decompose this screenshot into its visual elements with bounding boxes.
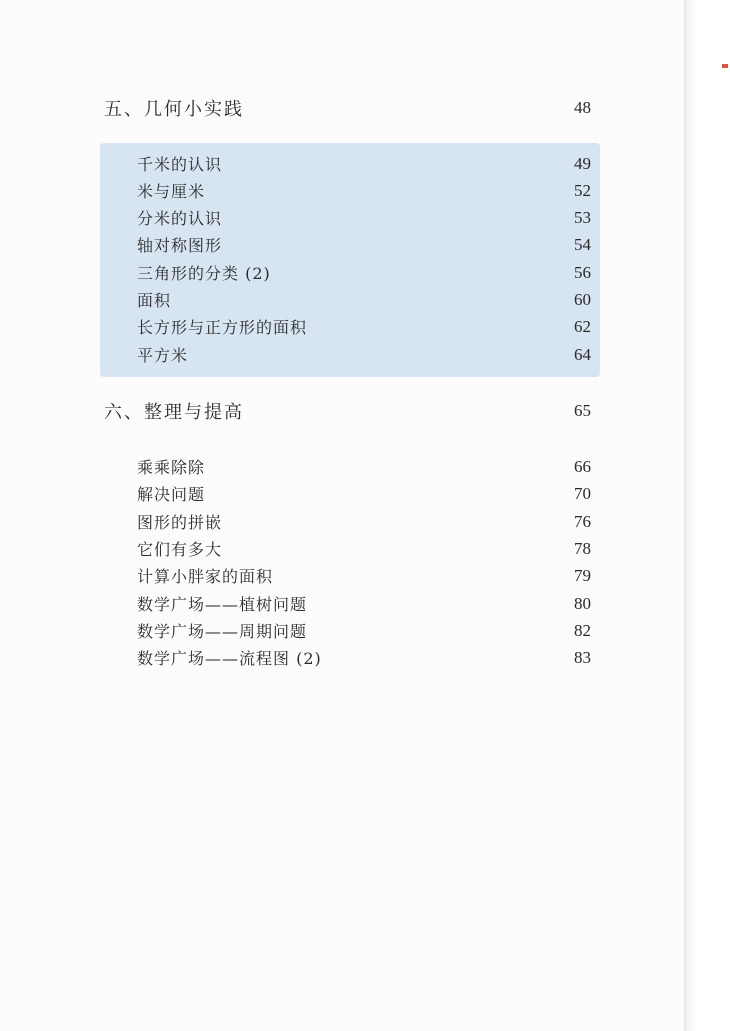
toc-item-row[interactable] bbox=[137, 535, 591, 562]
toc-item-title: 平方米 bbox=[137, 346, 189, 365]
toc-item-title: 千米的认识 bbox=[137, 155, 223, 174]
toc-page-number: 65 bbox=[574, 401, 591, 420]
toc-item-row[interactable] bbox=[137, 480, 591, 507]
page-edge bbox=[684, 0, 730, 1031]
toc-page-number: 70 bbox=[574, 483, 591, 503]
toc-item-title: 分米的认识 bbox=[137, 209, 223, 228]
toc-item-title: 轴对称图形 bbox=[137, 236, 223, 255]
toc-page-number: 76 bbox=[574, 511, 591, 531]
toc-section-title: 五、几何小实践 bbox=[104, 99, 244, 120]
toc-item-title: 长方形与正方形的面积 bbox=[137, 318, 308, 337]
toc-page-number: 64 bbox=[574, 344, 591, 364]
toc-item-title: 它们有多大 bbox=[137, 540, 223, 559]
toc-page-number: 82 bbox=[574, 620, 591, 640]
toc-item-row[interactable] bbox=[137, 562, 591, 589]
toc-item-title: 面积 bbox=[137, 291, 172, 310]
toc-item-row[interactable] bbox=[137, 259, 591, 286]
toc-page-number: 78 bbox=[574, 538, 591, 558]
toc-item-title: 三角形的分类 (2) bbox=[137, 264, 271, 283]
toc-item-title: 计算小胖家的面积 bbox=[137, 567, 274, 586]
toc-item-row[interactable] bbox=[137, 644, 591, 671]
toc-page-number: 53 bbox=[574, 207, 591, 227]
toc-page-number: 79 bbox=[574, 565, 591, 585]
toc-page-number: 83 bbox=[574, 647, 591, 667]
toc-item-row[interactable] bbox=[137, 204, 591, 231]
toc-page-number: 62 bbox=[574, 316, 591, 336]
toc-item-row[interactable] bbox=[137, 231, 591, 258]
toc-item-row[interactable] bbox=[137, 313, 591, 340]
toc-page-number: 66 bbox=[574, 456, 591, 476]
toc-item-title: 米与厘米 bbox=[137, 182, 206, 201]
toc-page-number: 49 bbox=[574, 153, 591, 173]
toc-item-row[interactable] bbox=[137, 508, 591, 535]
toc-item-row[interactable] bbox=[137, 341, 591, 368]
toc-item-row[interactable] bbox=[137, 150, 591, 177]
toc-section-title: 六、整理与提高 bbox=[104, 402, 244, 423]
toc-page-number: 48 bbox=[574, 98, 591, 117]
toc-item-title: 数学广场——植树问题 bbox=[137, 595, 308, 614]
toc-section-row[interactable] bbox=[104, 396, 591, 426]
toc-page-number: 60 bbox=[574, 289, 591, 309]
toc-item-row[interactable] bbox=[137, 453, 591, 480]
toc-item-row[interactable] bbox=[137, 617, 591, 644]
toc-item-title: 图形的拼嵌 bbox=[137, 513, 223, 532]
toc-item-row[interactable] bbox=[137, 177, 591, 204]
toc-page-number: 52 bbox=[574, 180, 591, 200]
edge-mark bbox=[722, 64, 728, 68]
toc-item-row[interactable] bbox=[137, 286, 591, 313]
toc-section-row[interactable] bbox=[104, 93, 591, 123]
toc-page-number: 54 bbox=[574, 234, 591, 254]
toc-item-title: 数学广场——流程图 (2) bbox=[137, 649, 322, 668]
toc-item-title: 数学广场——周期问题 bbox=[137, 622, 308, 641]
toc-page-number: 56 bbox=[574, 262, 591, 282]
toc-item-title: 乘乘除除 bbox=[137, 458, 206, 477]
toc-item-row[interactable] bbox=[137, 590, 591, 617]
toc-page-number: 80 bbox=[574, 593, 591, 613]
toc-item-title: 解决问题 bbox=[137, 485, 206, 504]
